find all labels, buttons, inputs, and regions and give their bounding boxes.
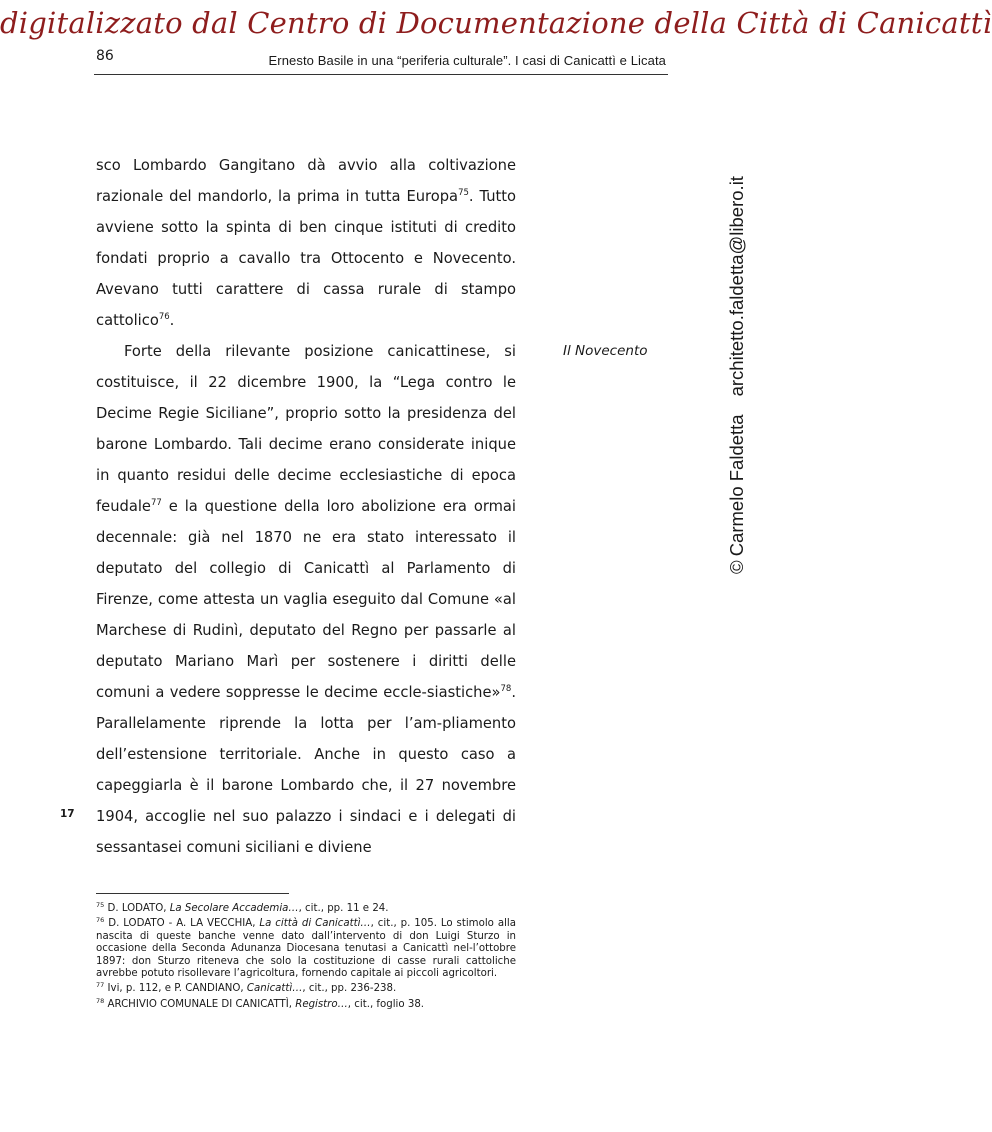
footnote-ref-75: 75 [458, 188, 469, 198]
side-note: Il Novecento [563, 343, 648, 359]
header-rule [94, 74, 668, 75]
footnote-78: $^{78}$ ARCHIVIO COMUNALE DI CANICATTÌ, Registro…, cit., foglio 38. [96, 996, 425, 1010]
footnote-ref-78: 78 [500, 684, 512, 694]
running-title: Ernesto Basile in una “periferia culturale”. I casi di Canicattì e Licata [268, 53, 666, 68]
paragraph-2: Forte della rilevante posizione canicattinese, si costituisce, il 22 dicembre 1900, la “Lega contro le Decime Regie Siciliane”, proprio sotto la presidenza del barone Lombardo. Tali decime erano considerate inique in quanto residui delle decime ecclesiastiche di epoca feudale$^{77}$ e la questione della loro abolizione era ormai decennale: già nel 1870 ne era stato interessato il deputato del collegio di Canicattì al Parlamento di Firenze, come attesta un vaglia eseguito dal Comune «al Marchese di Rudinì, deputato del Regno per passarle al deputato Mariano Marì per sostenere i diritti delle comuni a vedere soppresse le decime eccle-siastiche»$^{78}$. Parallelamente riprende la lotta per l’am-pliamento dell’estensione territoriale. Anche in questo caso a capeggiarla è il barone Lombardo che, il 27 novembre 1904, accoglie nel suo palazzo i sindaci e i delegati di sessantasei comuni siciliani e diviene [96, 343, 516, 856]
copyright-icon: © [726, 560, 747, 574]
copyright-author: Carmelo Faldetta [726, 414, 747, 557]
copyright-notice [726, 176, 748, 574]
footnotes [96, 903, 516, 1014]
paragraph-1: sco Lombardo Gangitano dà avvio alla coltivazione razionale del mandorlo, la prima in tutta Europa$^{75}$. Tutto avviene sotto la spinta di ben cinque istituti di credito fondati proprio a cavallo tra Ottocento e Novecento. Avevano tutti carattere di cassa rurale di stampo cattolico$^{76}$. [96, 157, 517, 329]
page-number: 86 [96, 48, 114, 64]
footnote-rule [96, 893, 289, 894]
footnote-75: $^{75}$ D. LODATO, La Secolare Accademia…, cit., pp. 11 e 24. [96, 901, 389, 914]
margin-number: 17 [60, 808, 75, 820]
footnote-ref-77: 77 [150, 498, 162, 508]
footnote-76: $^{76}$ D. LODATO - A. LA VECCHIA, La città di Canicattì…, cit., p. 105. Lo stimolo alla nascita di queste banche venne dato dall’intervento di don Luigi Sturzo in occasione della Seconda Adunanza Diocesana tenutasi a Canicattì nel-l’ottobre 1897: don Sturzo riteneva che solo la costituzione di casse rurali cattoliche avrebbe potuto risollevare l’agricoltura, fornendo capitale ai piccoli agricoltori. [96, 916, 516, 980]
copyright-email: architetto.faldetta@libero.it [726, 176, 747, 397]
digitization-watermark: digitalizzato dal Centro di Documentazione della Città di Canicattì [0, 6, 992, 40]
footnote-ref-76: 76 [158, 312, 170, 322]
body-text [96, 150, 516, 863]
footnote-77: $^{77}$ Ivi, p. 112, e P. CANDIANO, Canicattì…, cit., pp. 236-238. [96, 981, 397, 995]
